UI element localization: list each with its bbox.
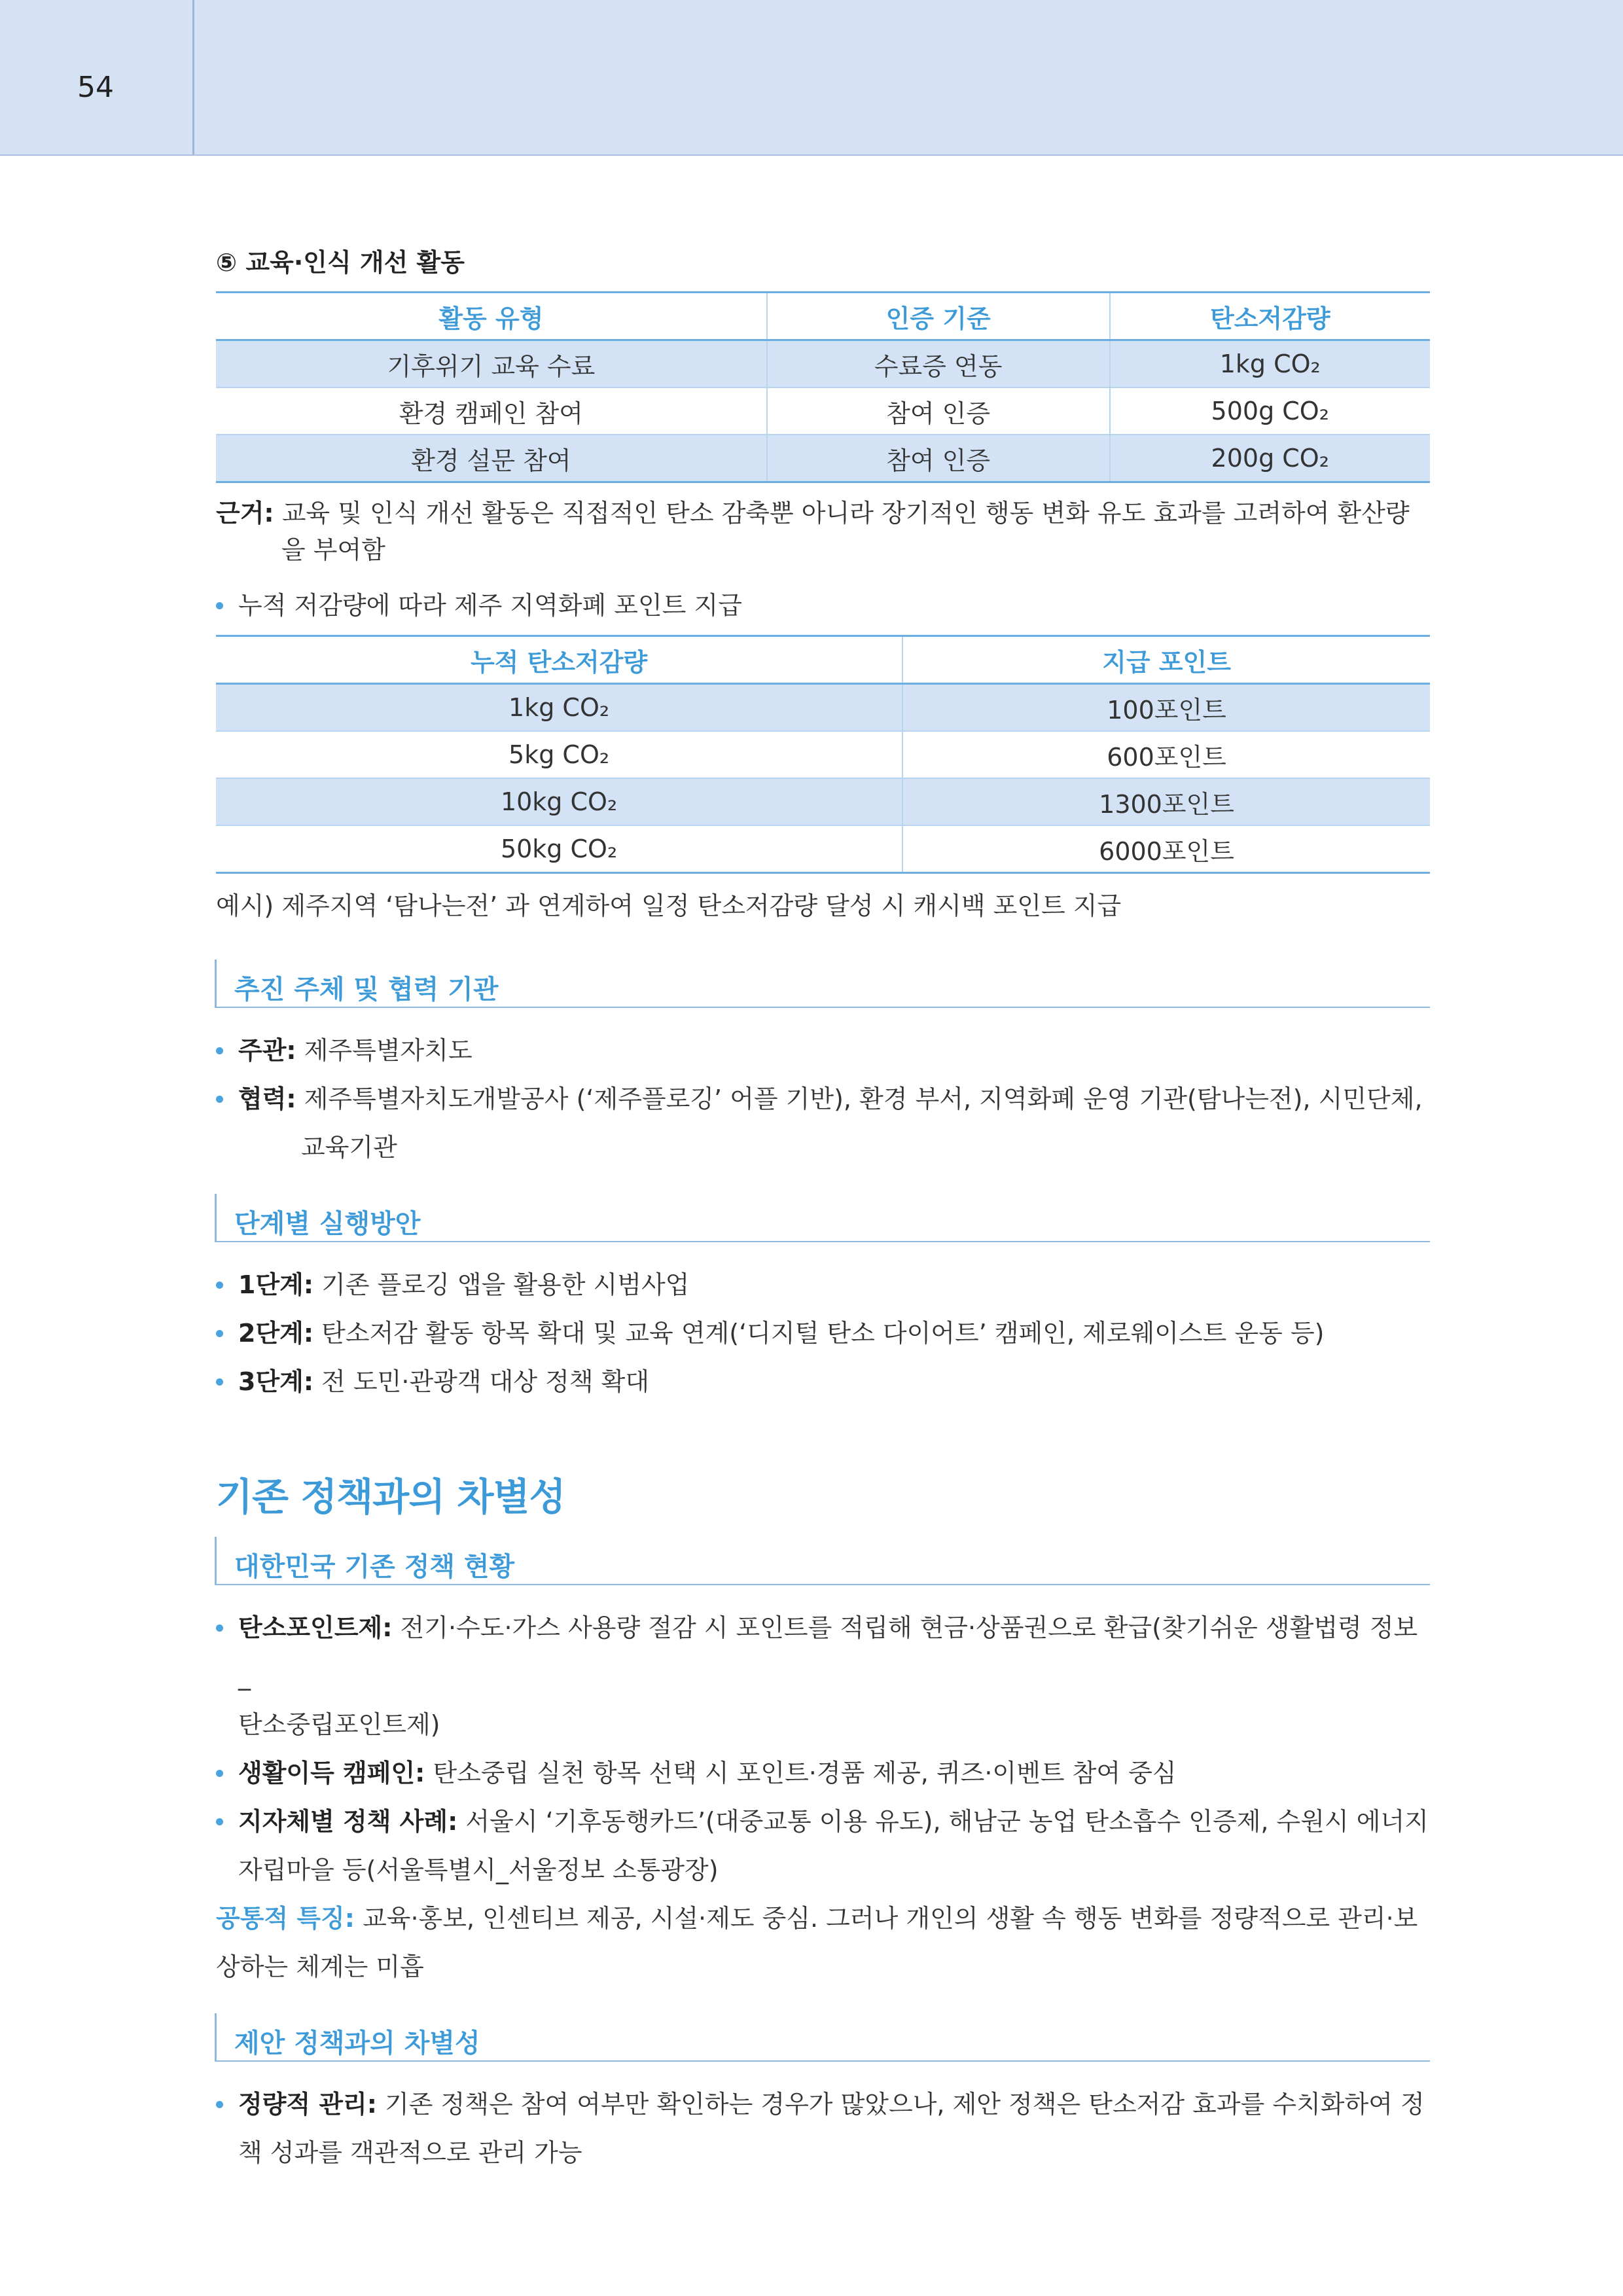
item-text: 제주특별자치도개발공사 (‘제주플로깅’ 어플 기반), 환경 부서, 지역화폐 운영 기관(탐나는전), 시민단체, [304, 1085, 1423, 1113]
page-number: 54 [77, 71, 114, 104]
item-label: 3단계: [238, 1367, 314, 1396]
table-cell: 환경 캠페인 참여 [216, 387, 767, 435]
table-cell: 500g CO₂ [1110, 387, 1430, 435]
table-cell: 참여 인증 [767, 435, 1110, 482]
table-row [216, 435, 1430, 482]
item-text-cont: 교육기관 [301, 1133, 397, 1162]
table-cell: 1300포인트 [902, 778, 1430, 825]
item-text: 제주특별자치도 [304, 1036, 473, 1065]
stages-heading: 단계별 실행방안 [234, 1209, 421, 1239]
basis-note [216, 495, 1430, 568]
item-text-cont: 자립마을 등(서울특별시_서울정보 소통광장) [238, 1856, 719, 1884]
section-heading-bar [215, 960, 217, 1008]
organizers-heading: 추진 주체 및 협력 기관 [234, 975, 499, 1005]
table-cell: 5kg CO₂ [216, 731, 902, 778]
table-cell: 50kg CO₂ [216, 825, 902, 873]
table-header: 누적 탄소저감량 [216, 636, 902, 684]
table-cell: 환경 설문 참여 [216, 435, 767, 482]
common-features-text: 교육·홍보, 인센티브 제공, 시설·제도 중심. 그러나 개인의 생활 속 행동 변화를 정량적으로 관리·보 [363, 1904, 1418, 1933]
table-row [216, 731, 1430, 778]
table-cell: 1kg CO₂ [1110, 340, 1430, 388]
item-text-cont: 책 성과를 객관적으로 관리 가능 [238, 2138, 582, 2167]
page-content [216, 242, 1430, 2177]
section-heading-bar [215, 2013, 217, 2062]
list-item [216, 1309, 1430, 1357]
section-heading [216, 960, 1430, 1008]
table-header: 활동 유형 [216, 293, 767, 340]
basis-text: 교육 및 인식 개선 활동은 직접적인 탄소 감축뿐 아니라 장기적인 행동 변화 유도 효과를 고려하여 환산량을 부여함 [281, 499, 1410, 564]
table-cell: 600포인트 [902, 731, 1430, 778]
item-label: 정량적 관리: [238, 2090, 377, 2119]
list-item [216, 1026, 1430, 1075]
points-example: 예시) 제주지역 ‘탐나는전’ 과 연계하여 일정 탄소저감량 달성 시 캐시백 포인트 지급 [216, 891, 1122, 920]
common-features [216, 1894, 1430, 1991]
section-heading-rule [216, 1007, 1430, 1008]
section-heading-bar [215, 1537, 217, 1585]
table-header: 탄소저감량 [1110, 293, 1430, 340]
table-cell: 6000포인트 [902, 825, 1430, 873]
item-label: 2단계: [238, 1319, 314, 1348]
list-item [216, 1604, 1430, 1749]
item-text: 탄소저감 활동 항목 확대 및 교육 연계(‘디지털 탄소 다이어트’ 캠페인, 제로웨이스트 운동 등) [321, 1319, 1325, 1348]
table-cell: 1kg CO₂ [216, 684, 902, 732]
list-item [216, 1749, 1430, 1797]
item-text: 기존 플로깅 앱을 활용한 시범사업 [321, 1270, 690, 1299]
education-heading: ⑤ 교육·인식 개선 활동 [216, 248, 465, 277]
list-item [216, 1075, 1430, 1172]
item-text: 전 도민·관광객 대상 정책 확대 [321, 1367, 650, 1396]
current-policy-heading: 대한민국 기존 정책 현황 [234, 1552, 515, 1582]
table-row [216, 778, 1430, 825]
section-heading-rule [216, 2060, 1430, 2062]
item-text: 탄소중립 실천 항목 선택 시 포인트·경품 제공, 퀴즈·이벤트 참여 중심 [433, 1759, 1177, 1787]
list-item [216, 2080, 1430, 2177]
table-cell: 10kg CO₂ [216, 778, 902, 825]
list-item [216, 1357, 1430, 1406]
table-row [216, 825, 1430, 873]
table-cell: 수료증 연동 [767, 340, 1110, 388]
education-table [216, 291, 1430, 483]
table-row [216, 684, 1430, 732]
table-cell: 기후위기 교육 수료 [216, 340, 767, 388]
common-features-label: 공통적 특징: [216, 1904, 355, 1933]
points-table [216, 635, 1430, 874]
section-heading-bar [215, 1194, 217, 1242]
item-text: 서울시 ‘기후동행카드’(대중교통 이용 유도), 해남군 농업 탄소흡수 인증제, 수원시 에너지 [465, 1807, 1429, 1836]
section-heading [216, 1194, 1430, 1242]
basis-label: 근거: [216, 499, 274, 528]
item-text: 기존 정책은 참여 여부만 확인하는 경우가 많았으나, 제안 정책은 탄소저감 효과를 수치화하여 정 [385, 2090, 1425, 2119]
table-cell: 100포인트 [902, 684, 1430, 732]
item-label: 1단계: [238, 1270, 314, 1299]
item-text-cont: 탄소중립포인트제) [238, 1710, 440, 1739]
list-item [216, 1797, 1430, 1894]
table-header: 인증 기준 [767, 293, 1110, 340]
header-band [0, 0, 1623, 156]
item-label: 협력: [238, 1085, 296, 1113]
table-cell: 참여 인증 [767, 387, 1110, 435]
points-bullet-text: 누적 저감량에 따라 제주 지역화폐 포인트 지급 [238, 591, 742, 620]
section-heading [216, 1537, 1430, 1585]
differentiation-title: 기존 정책과의 차별성 [216, 1475, 565, 1519]
section-heading-rule [216, 1241, 1430, 1242]
header-divider [192, 0, 194, 154]
table-row [216, 340, 1430, 388]
common-features-cont: 상하는 체계는 미흡 [216, 1952, 424, 1981]
item-text: 전기·수도·가스 사용량 절감 시 포인트를 적립해 현금·상품권으로 환급(찾기쉬운 생활법령 정보_ [238, 1613, 1418, 1691]
table-row [216, 387, 1430, 435]
list-item [216, 1261, 1430, 1309]
item-label: 주관: [238, 1036, 296, 1065]
item-label: 생활이득 캠페인: [238, 1759, 425, 1787]
proposed-policy-heading: 제안 정책과의 차별성 [234, 2028, 480, 2058]
section-heading-rule [216, 1584, 1430, 1585]
table-header: 지급 포인트 [902, 636, 1430, 684]
section-heading [216, 2013, 1430, 2062]
item-label: 지자체별 정책 사례: [238, 1807, 458, 1836]
table-cell: 200g CO₂ [1110, 435, 1430, 482]
item-label: 탄소포인트제: [238, 1613, 393, 1642]
list-item [216, 581, 1430, 630]
